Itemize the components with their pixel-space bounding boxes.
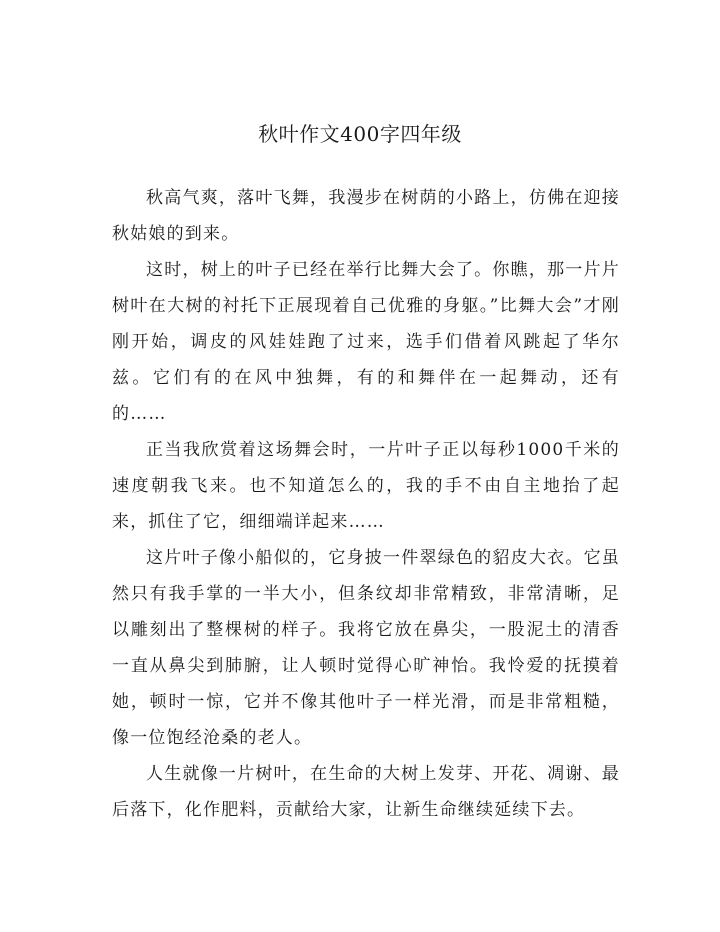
document-title: 秋叶作文400字四年级	[258, 122, 462, 146]
paragraph: 秋高气爽，落叶飞舞，我漫步在树荫的小路上，仿佛在迎接秋姑娘的到来。	[112, 188, 620, 244]
paragraph: 这片叶子像小船似的，它身披一件翠绿色的貂皮大衣。它虽然只有我手掌的一半大小，但条纹却非常精致，非常清晰，足以雕刻出了整棵树的样子。我将它放在鼻尖，一股泥土的清香一直从鼻尖到肺腑，让人顿时觉得心旷神怡。我怜爱的抚摸着她，顿时一惊，它并不像其他叶子一样光滑，而是非常粗糙，像一位饱经沧桑的老人。	[112, 548, 620, 748]
paragraph: 这时，树上的叶子已经在举行比舞大会了。你瞧，那一片片树叶在大树的衬托下正展现着自己优雅的身躯。”比舞大会”才刚刚开始，调皮的风娃娃跑了过来，选手们借着风跳起了华尔兹。它们有的在风中独舞，有的和舞伴在一起舞动，还有的……	[112, 260, 620, 424]
document-body	[112, 180, 620, 828]
paragraph: 正当我欣赏着这场舞会时，一片叶子正以每秒1000千米的速度朝我飞来。也不知道怎么的，我的手不由自主地抬了起来，抓住了它，细细端详起来……	[112, 440, 620, 532]
paragraph: 人生就像一片树叶，在生命的大树上发芽、开花、凋谢、最后落下，化作肥料，贡献给大家，让新生命继续延续下去。	[112, 764, 620, 820]
